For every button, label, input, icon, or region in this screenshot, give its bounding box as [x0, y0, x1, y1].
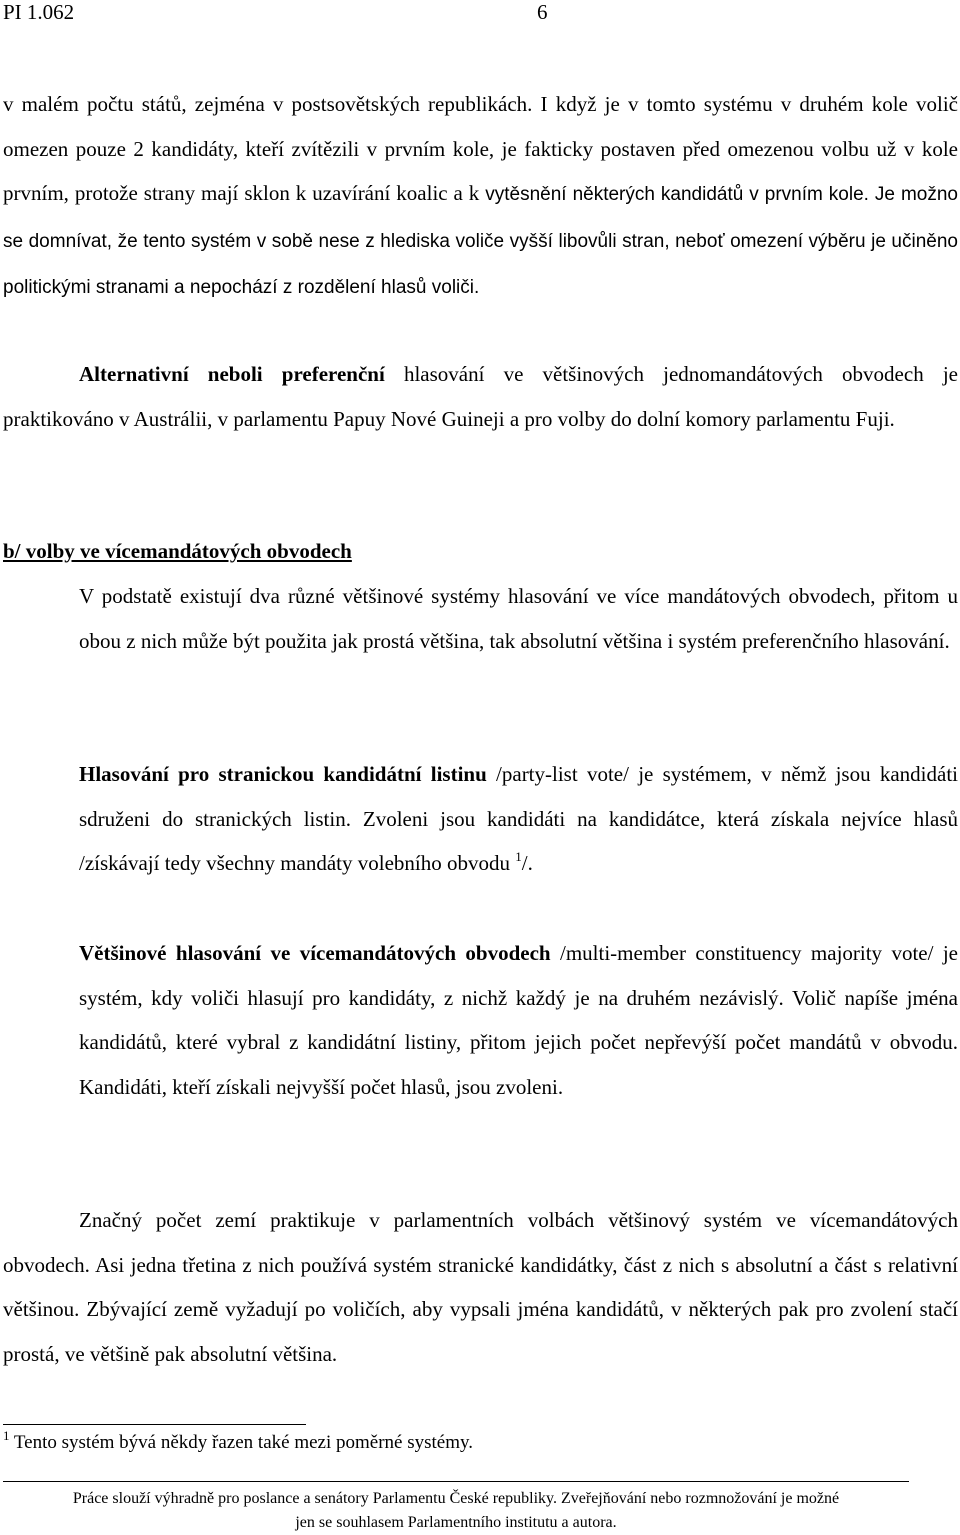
footer-divider	[3, 1481, 909, 1482]
footnote-text: Tento systém bývá někdy řazen také mezi poměrné systémy.	[9, 1432, 474, 1453]
page-header	[0, 0, 960, 30]
footnote-reference: 1	[515, 849, 522, 864]
paragraph-1-serif-text: v malém počtu států, zejména v postsovětských republikách. I když je v tomto systému v druhém kole volič omezen pouze 2 kandidáty, kteří zvítězili v prvním kole, je fakticky postaven před omezenou volbu už v kole prvním, protože strany mají sklon k uzavírání koalic a k	[3, 92, 958, 205]
term-party-list-vote: Hlasování pro stranickou kandidátní listinu	[79, 762, 487, 786]
footer-line-2: jen se souhlasem Parlamentního institutu a autora.	[295, 1514, 617, 1531]
page-number: 6	[537, 0, 548, 24]
paragraph-1	[3, 82, 958, 311]
footer-line-1: Práce slouží výhradně pro poslance a senátory Parlamentu České republiky. Zveřejňování nebo rozmnožování je možné	[72, 1490, 840, 1507]
document-code: PI 1.062	[3, 0, 75, 24]
footnote	[3, 1428, 474, 1454]
paragraph-6: Značný počet zemí praktikuje v parlamentních volbách většinový systém ve vícemandátových obvodech. Asi jedna třetina z nich používá systém stranické kandidátky, část z nich s absolutní a část s relativní většinou. Zbývající země vyžadují po voličích, aby vypsali jména kandidátů, v některých pak pro zvolení stačí prostá, ve většině pak absolutní většina.	[3, 1208, 958, 1366]
paragraph-4-text: /party-list vote/ je systémem, v němž jsou kandidáti sdruženi do stranických listin. Zvoleni jsou kandidáti na kandidátce, která získala nejvíce hlasů /získávají tedy všechny mandáty volebního obvodu	[79, 762, 958, 875]
paragraph-2-text: hlasování ve většinových jednomandátových obvodech je praktikováno v Austrálii, v parlamentu Papuy Nové Guineji a pro volby do dolní komory parlamentu Fuji.	[3, 362, 958, 431]
term-alternative-voting: Alternativní neboli preferenční	[79, 362, 385, 386]
paragraph-4-end: /.	[521, 851, 533, 875]
page-footer	[3, 1487, 909, 1535]
term-multi-member-majority-vote: Většinové hlasování ve vícemandátových obvodech	[79, 941, 551, 965]
paragraph-5-text: /multi-member constituency majority vote/ je systém, kdy voliči hlasují pro kandidáty, z nichž každý je na druhém nezávislý. Volič napíše jména kandidátů, které vybral z kandidátní listiny, přitom jejich počet nepřevýší počet mandátů v obvodu. Kandidáti, kteří získali nejvyšší počet hlasů, jsou zvoleni.	[79, 941, 959, 1099]
paragraph-4	[79, 752, 958, 886]
paragraph-1-sans-text: vytěsnění některých kandidátů v prvním kole. Je možno se domnívat, že tento systém v sobě nese z hlediska voliče vyšší libovůli stran, neboť omezení výběru je učiněno politickými stranami a nepochází z rozdělení hlasů voliči.	[3, 184, 958, 298]
paragraph-2	[3, 352, 958, 441]
section-heading: b/ volby ve vícemandátových obvodech	[3, 539, 352, 563]
paragraph-3: V podstatě existují dva různé většinové systémy hlasování ve více mandátových obvodech, přitom u obou z nich může být použita jak prostá většina, tak absolutní většina i systém preferenčního hlasování.	[79, 584, 958, 653]
footnote-mark: 1	[3, 1428, 10, 1443]
footnote-divider	[3, 1424, 306, 1425]
paragraph-5	[79, 931, 958, 1109]
